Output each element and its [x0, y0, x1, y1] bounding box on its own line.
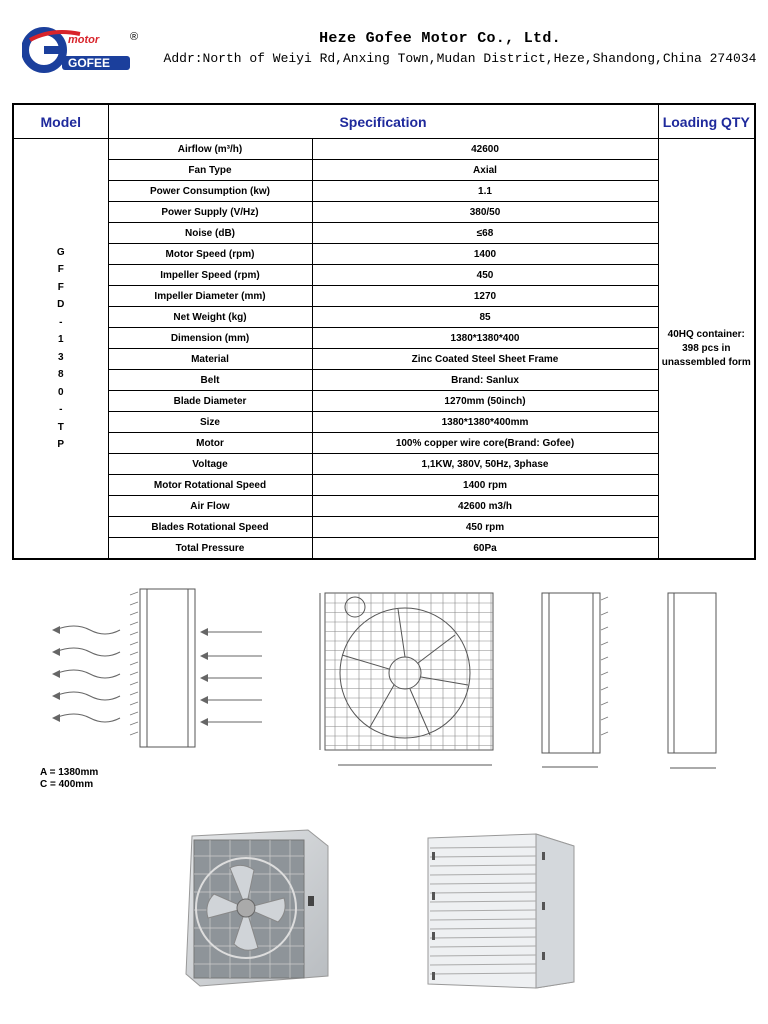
dimension-a: A = 1380mm — [40, 767, 99, 778]
spec-value: 60Pa — [312, 538, 658, 560]
fan-front-photo — [180, 826, 330, 988]
model-char: D — [57, 299, 65, 310]
spec-label: Fan Type — [108, 160, 312, 181]
model-char: T — [57, 421, 64, 433]
loading-line: 40HQ container: — [667, 328, 745, 340]
model-char: - — [59, 316, 63, 328]
table-row — [13, 391, 755, 412]
model-char: - — [59, 404, 63, 415]
model-cell — [13, 139, 108, 560]
spec-label: Belt — [108, 370, 312, 391]
spec-value: 1270 — [312, 286, 658, 307]
spec-value: 1400 rpm — [312, 475, 658, 496]
model-char: 8 — [57, 369, 64, 380]
svg-text:GOFEE: GOFEE — [68, 56, 111, 70]
spec-value: Brand: Sanlux — [312, 370, 658, 391]
table-row — [13, 412, 755, 433]
spec-value: 42600 m3/h — [312, 496, 658, 517]
table-row — [13, 139, 755, 160]
spec-value: 100% copper wire core(Brand: Gofee) — [312, 433, 658, 454]
table-row — [13, 160, 755, 181]
spec-label: Noise (dB) — [108, 223, 312, 244]
spec-label: Power Supply (V/Hz) — [108, 202, 312, 223]
front-view-diagram — [310, 585, 510, 775]
spec-label: Impeller Speed (rpm) — [108, 265, 312, 286]
table-row — [13, 202, 755, 223]
spec-value: 1270mm (50inch) — [312, 391, 658, 412]
spec-value: 380/50 — [312, 202, 658, 223]
spec-value: 450 rpm — [312, 517, 658, 538]
loading-qty-cell — [658, 139, 755, 560]
table-row — [13, 433, 755, 454]
spec-label: Voltage — [108, 454, 312, 475]
table-row — [13, 538, 755, 560]
model-char: 1 — [57, 334, 64, 345]
table-row — [13, 223, 755, 244]
airflow-side-diagram — [40, 580, 280, 760]
spec-value: 1,1KW, 380V, 50Hz, 3phase — [312, 454, 658, 475]
spec-label: Motor Speed (rpm) — [108, 244, 312, 265]
dimension-legend — [40, 767, 98, 791]
dimension-c: C = 400mm — [40, 779, 94, 790]
table-row — [13, 349, 755, 370]
model-char: P — [57, 439, 65, 450]
specification-table — [12, 103, 756, 560]
spec-label: Blade Diameter — [108, 391, 312, 412]
table-row — [13, 286, 755, 307]
company-header — [160, 30, 760, 66]
loading-qty-header: Loading QTY — [658, 104, 755, 139]
table-row — [13, 307, 755, 328]
spec-label: Total Pressure — [108, 538, 312, 560]
spec-value: ≤68 — [312, 223, 658, 244]
model-char: G — [56, 246, 65, 258]
spec-label: Impeller Diameter (mm) — [108, 286, 312, 307]
spec-value: 85 — [312, 307, 658, 328]
model-char: F — [57, 264, 64, 275]
svg-text:®: ® — [130, 31, 139, 43]
spec-value: 1400 — [312, 244, 658, 265]
table-row — [13, 475, 755, 496]
spec-label: Power Consumption (kw) — [108, 181, 312, 202]
spec-label: Dimension (mm) — [108, 328, 312, 349]
spec-value: Axial — [312, 160, 658, 181]
model-char: 3 — [57, 351, 64, 363]
spec-value: Zinc Coated Steel Sheet Frame — [312, 349, 658, 370]
spec-value: 1380*1380*400mm — [312, 412, 658, 433]
spec-label: Motor — [108, 433, 312, 454]
specification-header: Specification — [108, 104, 658, 139]
table-row — [13, 496, 755, 517]
table-row — [13, 244, 755, 265]
fan-shutter-photo — [424, 832, 576, 992]
spec-label: Motor Rotational Speed — [108, 475, 312, 496]
spec-value: 42600 — [312, 139, 658, 160]
spec-label: Airflow (m³/h) — [108, 139, 312, 160]
spec-label: Net Weight (kg) — [108, 307, 312, 328]
table-row — [13, 328, 755, 349]
model-char: 0 — [57, 386, 64, 398]
table-row — [13, 454, 755, 475]
spec-label: Air Flow — [108, 496, 312, 517]
table-row — [13, 370, 755, 391]
spec-label: Material — [108, 349, 312, 370]
company-address: Addr:North of Weiyi Rd,Anxing Town,Mudan District,Heze,Shandong,China 274034 — [163, 51, 757, 66]
svg-text:motor: motor — [68, 34, 100, 46]
table-row — [13, 181, 755, 202]
narrow-side-view-diagram — [660, 585, 730, 775]
company-name: Heze Gofee Motor Co., Ltd. — [319, 30, 561, 47]
model-header: Model — [13, 104, 108, 139]
spec-label: Blades Rotational Speed — [108, 517, 312, 538]
loading-line: 398 pcs in — [682, 342, 731, 354]
table-row — [13, 517, 755, 538]
model-char: F — [57, 281, 64, 293]
spec-label: Size — [108, 412, 312, 433]
loading-line: unassembled form — [661, 356, 751, 368]
table-row — [13, 265, 755, 286]
spec-value: 1380*1380*400 — [312, 328, 658, 349]
side-view-diagram — [535, 585, 615, 775]
spec-value: 1.1 — [312, 181, 658, 202]
spec-value: 450 — [312, 265, 658, 286]
